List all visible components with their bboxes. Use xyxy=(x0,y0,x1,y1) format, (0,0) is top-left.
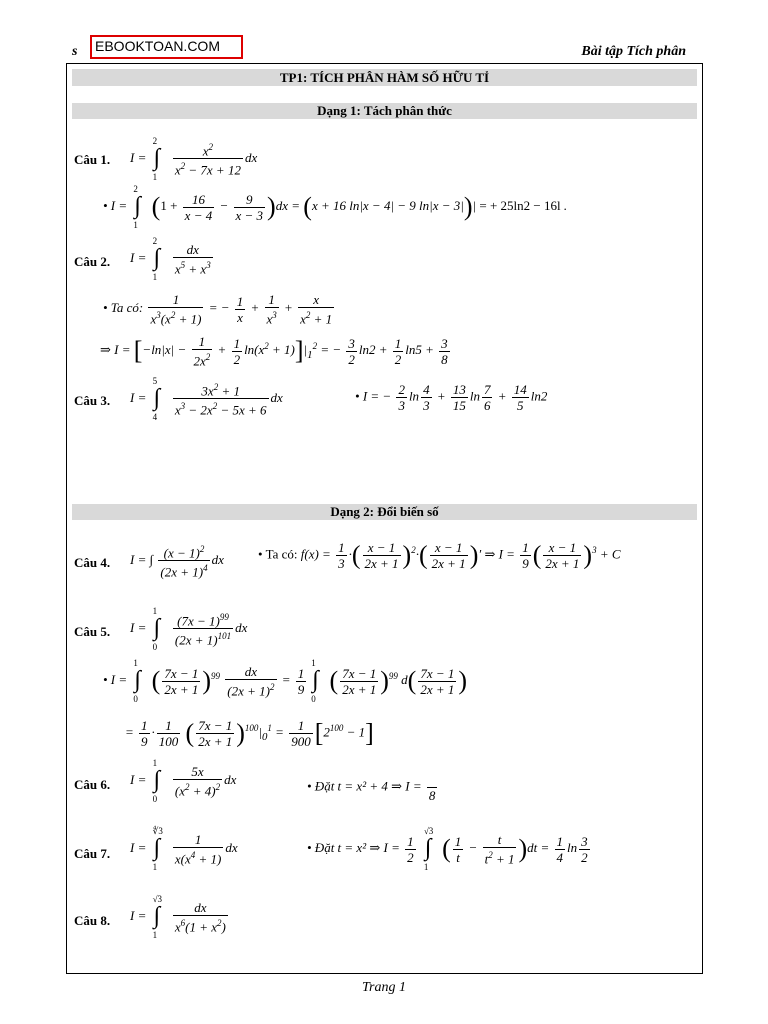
question-1-formula: I = 2 ∫ 1 $\frac{x^2}{x^2 - 7x + 12}$ dx xyxy=(130,135,258,182)
question-5-label: Câu 5. xyxy=(74,624,111,639)
question-7-label: Câu 7. xyxy=(74,846,111,861)
page-number: Trang 1 xyxy=(362,980,406,995)
question-6-formula: I = 1 ∫ 0 $\frac{5x}{(x^2 + 4)^2}$ dx xyxy=(130,758,237,805)
question-3-label: Câu 3. xyxy=(74,393,111,408)
question-5-result: = $\frac{1}{9}$ · $\frac{1}{100}$ ( $\frac{7x - 1}{2x + 1}$ )$^{100}|_0^1$ = $\frac{1}{900}$ $[2^{100} - 1]$ xyxy=(125,718,374,749)
question-6-solution: • Đặt t = x² + 4 ⇒ I = 8 xyxy=(307,772,439,803)
watermark-logo: EBOOKTOAN.COM xyxy=(90,35,243,59)
question-6-label: Câu 6. xyxy=(74,777,111,792)
question-3-answer: • I = − $\frac{2}{3}$ ln $\frac{4}{3}$ + $\frac{13}{15}$ ln $\frac{7}{6}$ + $\frac{14}{5}$ ln2 xyxy=(355,382,548,413)
header-title: Bài tập Tích phân xyxy=(581,44,686,59)
question-2-solution: ⇒ I = [−ln|x| − $\frac{1}{2x^2}$ + $\frac{1}{2}$ $\ln(x^2 + 1)]|_1^2$ = − $\frac{3}{2}$ ln2 + $\frac{1}{2}$ ln5 + $\frac{3}{8}$ xyxy=(100,334,448,369)
question-2-hint: • Ta có: $\frac{1}{x^3(x^2 + 1)}$ = − $\frac{1}{x}$ + $\frac{1}{x^3}$ + $\frac{x}{x^2 + 1}$ xyxy=(103,292,333,327)
question-4-label: Câu 4. xyxy=(74,555,111,570)
question-8-label: Câu 8. xyxy=(74,913,111,928)
question-5-solution: • I = 1 ∫ 0 ( $\frac{7x - 1}{2x + 1}$ )$^{99}$ $\frac{dx}{(2x + 1)^2}$ = $\frac{1}{9}$ 1 ∫ 0 ( $\frac{7x - 1}{2x + 1}$ )$^{99}$ d( $\frac{7x - 1}{2x + 1}$ ) xyxy=(103,658,468,705)
question-1-result: = + 25ln2 − 16l xyxy=(479,197,561,213)
chapter-title: TP1: TÍCH PHÂN HÀM SỐ HỮU TỈ xyxy=(72,69,697,86)
question-2-label: Câu 2. xyxy=(74,254,111,269)
question-8-formula: I = √3 ∫ 1 $\frac{dx}{x^6(1 + x^2)}$ xyxy=(130,894,226,941)
question-1-label: Câu 1. xyxy=(74,152,111,167)
section-title-2: Dạng 2: Đổi biến số xyxy=(72,504,697,520)
question-1-solution: • I = 2 ∫ 1 (1 + $\frac{16}{x - 4}$ − $\frac{9}{x - 3}$ )dx = (x + 16 ln|x − 4| − 9 ln|x − 3|)| = + 25ln2 − 16l . xyxy=(103,184,568,230)
question-3-formula: I = 5 ∫ 4 $\frac{3x^2 + 1}{x^3 - 2x^2 - 5x + 6}$ dx xyxy=(130,375,283,422)
header-mark: s xyxy=(72,44,78,59)
question-2-formula: I = 2 ∫ 1 $\frac{dx}{x^5 + x^3}$ xyxy=(130,236,211,283)
question-5-formula: I = 1 ∫ 0 $\frac{(7x - 1)^{99}}{(2x + 1)^{101}}$ dx xyxy=(130,605,248,652)
question-4-solution: • Ta có: f(x) = $\frac{1}{3}$ ·( $\frac{x - 1}{2x + 1}$ )$^2$·( $\frac{x - 1}{2x + 1}$ )′ ⇒ I = $\frac{1}{9}$ ( $\frac{x - 1}{2x + 1}$ )$^3$ + C xyxy=(258,540,621,571)
question-7-formula: I = ∜3 ∫ 1 $\frac{1}{x(x^4 + 1)}$ dx xyxy=(130,826,238,873)
question-4-formula: I = ∫ $\frac{(x - 1)^2}{(2x + 1)^4}$ dx xyxy=(130,544,224,580)
section-title-1: Dạng 1: Tách phân thức xyxy=(72,103,697,119)
question-7-solution: • Đặt t = x² ⇒ I = $\frac{1}{2}$ √3 ∫ 1 ( $\frac{1}{t}$ − $\frac{t}{t^2 + 1}$ )dt = $\frac{1}{4}$ ln $\frac{3}{2}$ xyxy=(307,826,588,873)
